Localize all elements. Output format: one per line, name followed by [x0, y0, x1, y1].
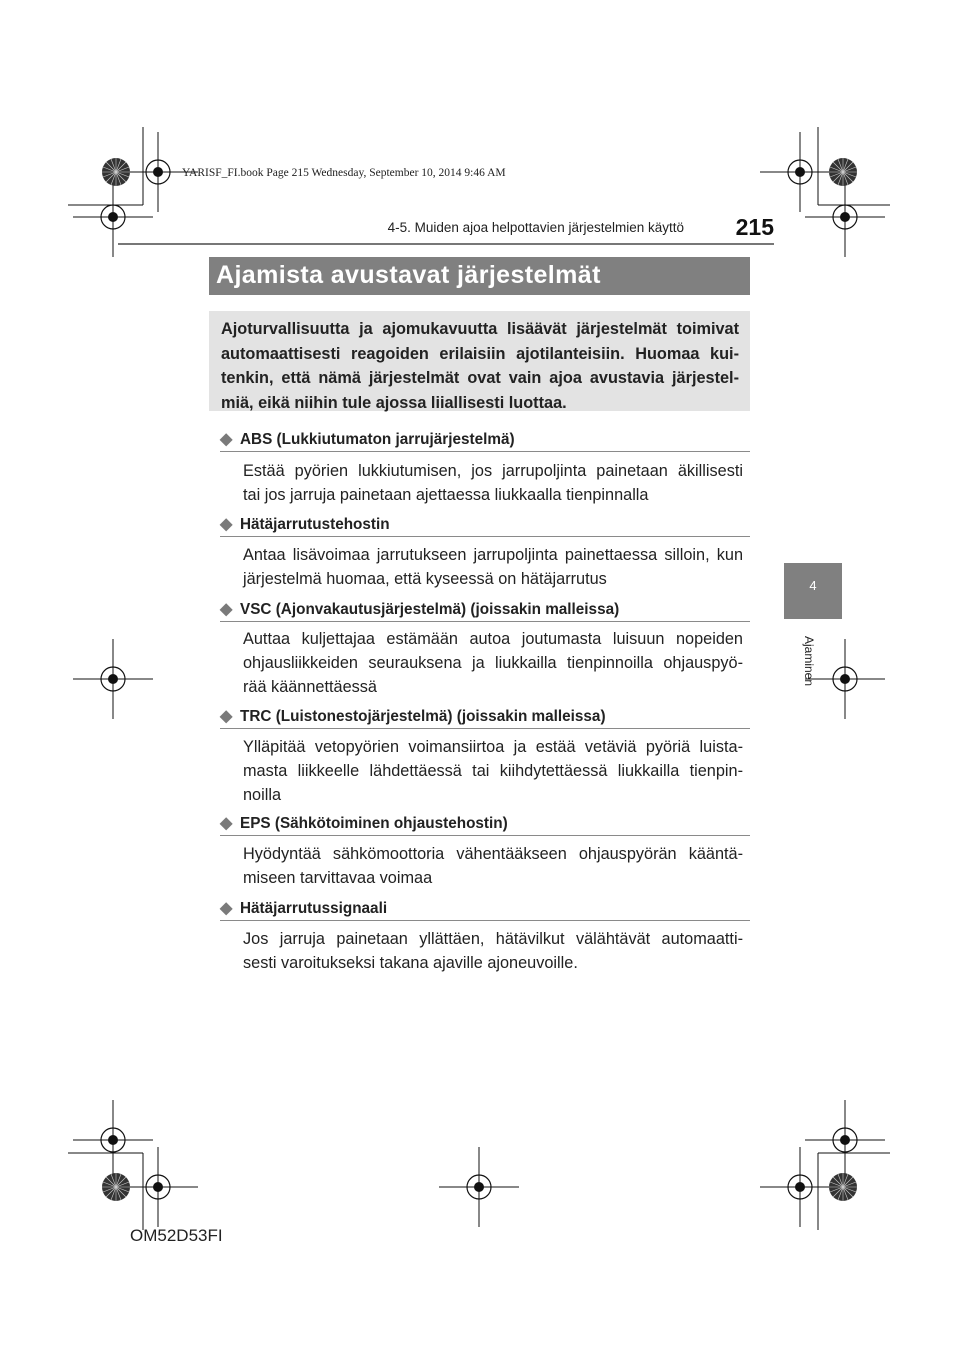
desc-line: ohjausliikkeiden seurauksena ja liukkailla tienpinnoilla ohjauspyö- [243, 654, 743, 672]
feature-heading-emergency-signal [220, 898, 750, 918]
desc-line: tai jos jarruja painetaan ajettaessa liukkaalla tienpinnalla [243, 486, 649, 504]
desc-line: sesti varoitukseksi takana ajaville ajoneuvoille. [243, 954, 578, 972]
desc-line: Antaa lisävoimaa jarrutukseen jarrupoljinta painettaessa silloin, kun [243, 546, 743, 564]
diamond-bullet-icon: ◆ [220, 516, 233, 533]
feature-divider [220, 451, 750, 452]
desc-line: Estää pyörien lukkiutumisen, jos jarrupoljinta painetaan äkillisesti [243, 462, 743, 480]
header-divider [118, 243, 774, 245]
feature-heading-trc [220, 706, 750, 726]
feature-heading-text: VSC (Ajonvakautusjärjestelmä) (joissakin malleissa) [240, 601, 620, 618]
section-title: 4-5. Muiden ajoa helpottavien järjestelmien käyttö [387, 220, 684, 235]
feature-heading-abs [220, 429, 750, 449]
feature-heading-text: Hätäjarrutussignaali [240, 900, 388, 917]
feature-divider [220, 920, 750, 921]
chapter-label-text: Ajaminen [802, 635, 816, 687]
feature-desc-trc [243, 735, 743, 807]
desc-line: noilla [243, 786, 282, 804]
feature-divider [220, 536, 750, 537]
chapter-number: 4 [809, 578, 817, 593]
feature-desc-emergency-signal [243, 927, 743, 975]
diamond-bullet-icon: ◆ [220, 815, 233, 832]
diamond-bullet-icon: ◆ [220, 900, 233, 917]
desc-line: järjestelmä huomaa, että kyseessä on hätäjarrutus [243, 570, 607, 588]
desc-line: Jos jarruja painetaan yllättäen, hätävilkut välähtävät automaatti- [243, 930, 743, 948]
feature-heading-eps [220, 813, 750, 833]
intro-line: Ajoturvallisuutta ja ajomukavuutta lisäävät järjestelmät toimivat [221, 320, 739, 338]
intro-box [209, 311, 750, 411]
desc-line: Ylläpitää vetopyörien voimansiirtoa ja estää vetäviä pyöriä luista- [243, 738, 743, 756]
diamond-bullet-icon: ◆ [220, 601, 233, 618]
feature-heading-vsc [220, 599, 750, 619]
feature-heading-text: EPS (Sähkötoiminen ohjaustehostin) [240, 815, 508, 832]
book-info: YARISF_FI.book Page 215 Wednesday, September 10, 2014 9:46 AM [182, 167, 506, 179]
intro-line: tenkin, että nämä järjestelmät ovat vain ajoa avustavia järjestel- [221, 369, 739, 387]
feature-desc-eps [243, 842, 743, 890]
desc-line: miseen tarvittavaa voimaa [243, 869, 433, 887]
intro-line: automaattisesti reagoiden erilaisiin ajotilanteisiin. Huomaa kui- [221, 344, 739, 363]
desc-line: masta liikkeelle lähdettäessä tai kiihdytettäessä liukkailla tienpin- [243, 762, 743, 780]
page-number: 215 [735, 214, 774, 240]
footer-code: OM52D53FI [130, 1226, 223, 1245]
feature-desc-abs [243, 459, 743, 507]
chapter-label [799, 626, 819, 696]
intro-line: miä, eikä niihin tule ajossa liiallisesti luottaa. [221, 393, 567, 412]
page-title: Ajamista avustavat järjestelmät [216, 261, 601, 289]
intro-text [221, 317, 739, 415]
feature-desc-brake-assist [243, 543, 743, 591]
feature-divider [220, 728, 750, 729]
feature-heading-text: ABS (Lukkiutumaton jarrujärjestelmä) [240, 431, 515, 448]
desc-line: Auttaa kuljettajaa estämään autoa joutumasta luisuun nopeiden [243, 630, 743, 648]
feature-heading-brake-assist [220, 514, 750, 534]
desc-line: rää käännettäessä [243, 678, 377, 696]
feature-heading-text: Hätäjarrutustehostin [240, 516, 390, 533]
chapter-tab [784, 563, 842, 619]
feature-desc-vsc [243, 627, 743, 699]
diamond-bullet-icon: ◆ [220, 431, 233, 448]
feature-divider [220, 835, 750, 836]
diamond-bullet-icon: ◆ [220, 708, 233, 725]
feature-divider [220, 621, 750, 622]
title-bar [209, 257, 750, 295]
feature-heading-text: TRC (Luistonestojärjestelmä) (joissakin malleissa) [240, 708, 606, 725]
desc-line: Hyödyntää sähkömoottoria vähentääkseen ohjauspyörän kääntä- [243, 845, 743, 863]
